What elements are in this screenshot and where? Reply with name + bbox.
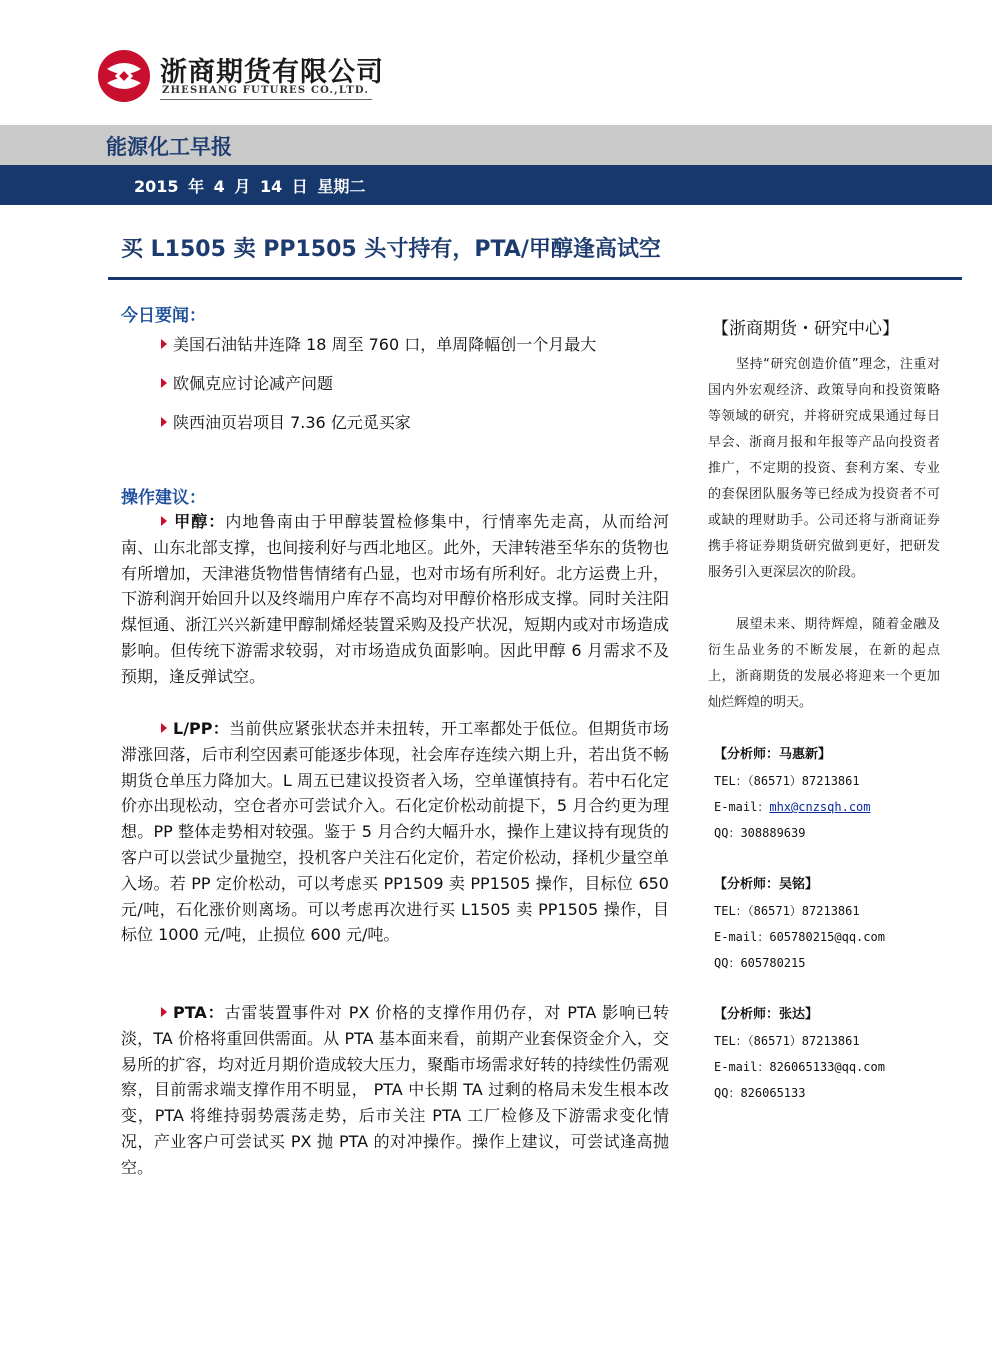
outlook-paragraph: 展望未来、期待辉煌，随着金融及衍生品业务的不断发展，在新的起点上，浙商期货的发展必将迎来一个更加灿烂辉煌的明天。 (708, 617, 940, 710)
date-band (0, 165, 992, 205)
report-date: 2015 年 4 月 14 日 星期二 (134, 177, 366, 196)
analyst-name: 【分析师：吴铭】 (714, 877, 819, 892)
analyst-tel: TEL：（86571）87213861 (714, 904, 860, 918)
section-band (0, 125, 992, 165)
bullet-triangle-icon (161, 1007, 167, 1017)
analyst-email: E-mail：605780215@qq.com (714, 930, 885, 944)
analyst-name: 【分析师：张达】 (714, 1007, 819, 1022)
analyst-qq: QQ：308889639 (714, 826, 806, 840)
list-item: 陕西油页岩项目 7.36 亿元觅买家 (161, 411, 596, 450)
zheshang-logo-icon (97, 49, 151, 103)
email-link[interactable]: mhx@cnzsqh.com (769, 800, 871, 814)
report-header (0, 0, 992, 125)
news-list (161, 333, 596, 450)
bullet-triangle-icon (161, 417, 167, 427)
company-name-rule (160, 99, 372, 100)
news-heading: 今日要闻： (121, 306, 206, 326)
email-text: 826065133@qq.com (769, 1060, 885, 1074)
analyst-qq: QQ：605780215 (714, 956, 806, 970)
company-name-en: ZHESHANG FUTURES CO.,LTD. (162, 85, 370, 96)
bullet-triangle-icon (161, 339, 167, 349)
advice-heading: 操作建议： (121, 488, 206, 508)
analyst-card (714, 742, 940, 846)
intro-paragraph: 坚持“研究创造价值”理念，注重对国内外宏观经济、政策导向和投资策略等领域的研究，并将研究成果通过每日早会、浙商月报和年报等产品向投资者推广，不定期的投资、套利方案、专业的套保团队服务等已经成为投资者不可或缺的理财助手。公司还将与浙商证券携手将证券期货研究做到更好，把研发服务引入更深层次的阶段。 (708, 357, 940, 580)
list-item: 欧佩克应讨论减产问题 (161, 372, 596, 411)
analyst-card (714, 872, 940, 976)
analyst-tel: TEL：（86571）87213861 (714, 774, 860, 788)
list-item: 美国石油钻井连降 18 周至 760 口，单周降幅创一个月最大 (161, 333, 596, 372)
analyst-card (714, 1002, 940, 1106)
advice-pta: PTA：古雷装置事件对 PX 价格的支撑作用仍存，对 PTA 影响已转淡，TA 价格将重回供需面。从 PTA 基本面来看，前期产业套保资金介入，交易所的扩容，均对近月期价造成较大压力，聚酯市场需求好转的持续性仍需观察，目前需求端支撑作用不明显， PTA 中长期 TA 过剩的格局未发生根本改变，PTA 将维持弱势震荡走势，后市关注 PTA 工厂检修及下游需求变化情况，产业客户可尝试买 PX 抛 PTA 的对冲操作。操作上建议，可尝试逢高抛空。 (121, 1003, 669, 1177)
advice-lpp: L/PP：当前供应紧张状态并未扭转，开工率都处于低位。但期货市场滞涨回落，后市利空因素可能逐步体现，社会库存连续六期上升，若出货不畅期货仓单压力降加大。L 周五已建议投资者入场，空单谨慎持有。若中石化定价亦出现松动，空仓者亦可尝试介入。石化定价松动前提下，5 月合约更为理想。PP 整体走势相对较强。鉴于 5 月合约大幅升水，操作上建议持有现货的客户可以尝试少量抛空，投机客户关注石化定价，若定价松动，择机少量空单入场。若 PP 定价松动，可以考虑买 PP1509 卖 PP1505 操作，目标位 650 元/吨，石化涨价则离场。可以考虑再次进行买 L1505 卖 PP1505 操作，目标位 1000 元/吨，止损位 600 元/吨。 (121, 719, 669, 945)
analyst-email: E-mail：mhx@cnzsqh.com (714, 800, 871, 814)
analyst-name: 【分析师：马惠新】 (714, 747, 832, 762)
analyst-qq: QQ：826065133 (714, 1086, 806, 1100)
email-text: 605780215@qq.com (769, 930, 885, 944)
analyst-tel: TEL：（86571）87213861 (714, 1034, 860, 1048)
company-name-cn: 浙商期货有限公司 (160, 57, 384, 88)
bullet-triangle-icon (161, 516, 167, 526)
analyst-email: E-mail：826065133@qq.com (714, 1060, 885, 1074)
bullet-triangle-icon (161, 723, 167, 733)
headline-divider (108, 277, 962, 280)
advice-methanol: 甲醇：内地鲁南由于甲醇装置检修集中，行情率先走高，从而给河南、山东北部支撑，也间接利好与西北地区。此外，天津转港至华东的货物也有所增加，天津港货物惜售情绪有凸显，也对市场有所利好。北方运费上升，下游利润开始回升以及终端用户库存不高均对甲醇价格形成支撑。同时关注阳煤恒通、浙江兴兴新建甲醇制烯烃装置采购及投产状况，短期内或对市场造成影响。但传统下游需求较弱，对市场造成负面影响。因此甲醇 6 月需求不及预期，逢反弹试空。 (121, 512, 669, 686)
bullet-triangle-icon (161, 378, 167, 388)
research-center-title: 【浙商期货・研究中心】 (712, 319, 899, 339)
section-title: 能源化工早报 (106, 135, 232, 159)
report-headline: 买 L1505 卖 PP1505 头寸持有，PTA/甲醇逢高试空 (121, 237, 661, 262)
